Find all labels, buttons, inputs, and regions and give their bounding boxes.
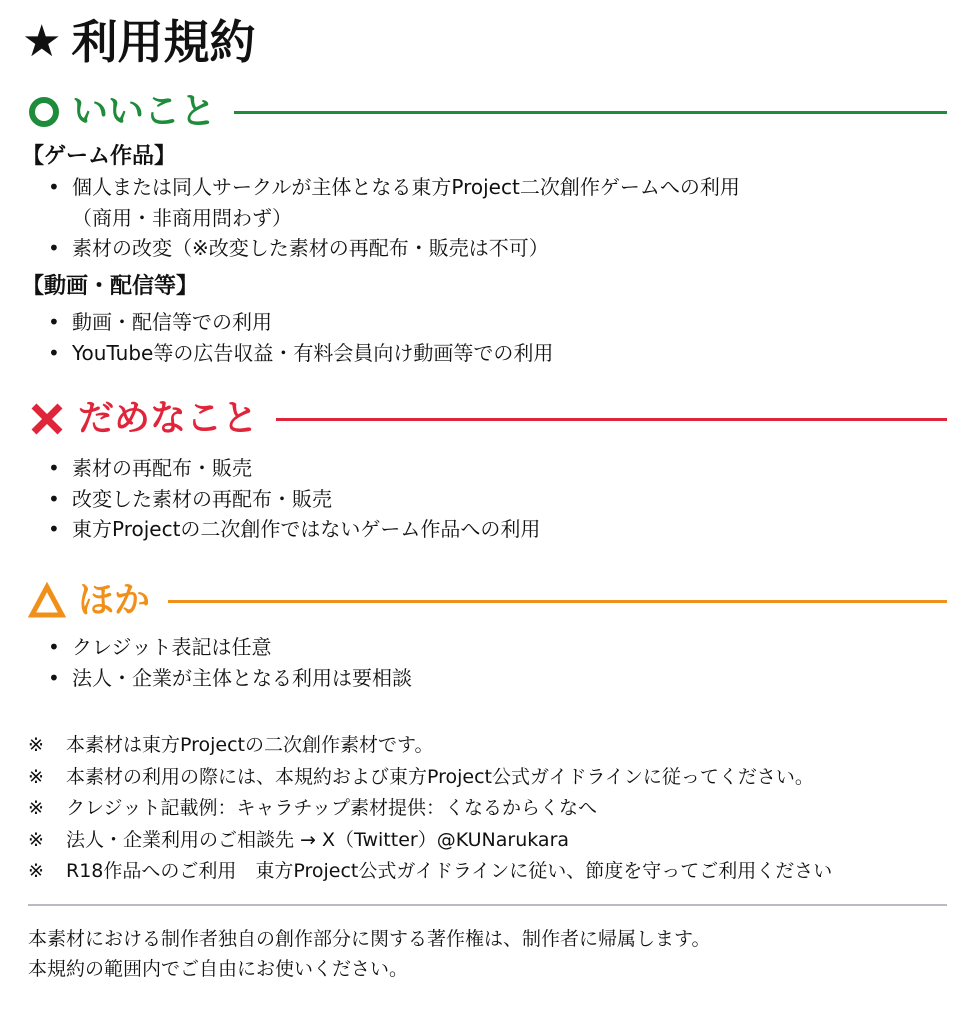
page-title — [22, 12, 255, 72]
game-works-heading: 【ゲーム作品】 — [22, 144, 177, 169]
note-text: クレジット記載例：キャラチップ素材提供：くなるからくなへ — [66, 797, 597, 819]
list-item — [48, 172, 740, 233]
divider — [28, 904, 947, 906]
note-item — [28, 825, 832, 857]
bullet-icon: • — [48, 175, 60, 199]
page-title-text: 利用規約 — [71, 15, 256, 69]
note-item — [28, 856, 832, 888]
list-item — [48, 484, 540, 515]
note-mark: ※ — [28, 734, 44, 756]
note-text: 法人・企業利用のご相談先 → X（Twitter）@KUNarukara — [66, 828, 570, 851]
note-text: R18作品へのご利用 東方Project公式ガイドラインに従い、節度を守ってご利用ください — [66, 860, 833, 882]
list-item-subtext: （商用・非商用問わず） — [72, 205, 292, 230]
bullet-icon: • — [48, 456, 60, 480]
triangle-icon — [28, 582, 66, 620]
list-item — [48, 453, 540, 484]
list-item — [48, 338, 553, 369]
good-section-title: いいこと — [72, 91, 217, 132]
list-item — [48, 632, 412, 663]
list-item-text: 東方Projectの二次創作ではないゲーム作品への利用 — [72, 517, 541, 541]
list-item-text: 素材の改変（※改変した素材の再配布・販売は不可） — [72, 236, 549, 260]
note-mark: ※ — [28, 765, 44, 788]
list-item-text: 法人・企業が主体となる利用は要相談 — [72, 665, 412, 690]
list-item-text: 動画・配信等での利用 — [72, 310, 272, 334]
note-item — [28, 730, 832, 762]
bullet-icon: • — [48, 517, 60, 541]
note-mark: ※ — [28, 860, 44, 882]
note-mark: ※ — [28, 797, 44, 819]
other-section-rule — [168, 600, 947, 603]
list-item-text: 個人または同人サークルが主体となる東方Project二次創作ゲームへの利用 — [72, 175, 740, 199]
footer-line: 本規約の範囲内でご自由にお使いください。 — [28, 958, 409, 980]
game-works-list — [48, 172, 740, 264]
note-text: 本素材の利用の際には、本規約および東方Project公式ガイドラインに従ってください。 — [66, 765, 814, 788]
other-section-title: ほか — [78, 580, 151, 621]
bad-section-header — [28, 397, 947, 441]
bullet-icon: • — [48, 236, 60, 260]
bullet-icon: • — [48, 310, 60, 334]
bullet-icon: • — [48, 635, 60, 659]
other-section-header — [28, 579, 947, 623]
bad-section-title: だめなこと — [78, 398, 259, 439]
bullet-icon: • — [48, 665, 60, 690]
note-item — [28, 762, 832, 794]
bullet-icon: • — [48, 486, 60, 511]
other-list — [48, 632, 412, 693]
notes-block — [28, 730, 832, 888]
video-streaming-list — [48, 307, 553, 368]
list-item — [48, 514, 540, 545]
list-item — [48, 663, 412, 694]
footer-copyright — [28, 924, 710, 984]
footer-line: 本素材における制作者独自の創作部分に関する著作権は、制作者に帰属します。 — [28, 928, 711, 950]
star-icon: ★ — [22, 16, 62, 67]
list-item-text: YouTube等の広告収益・有料会員向け動画等での利用 — [72, 340, 554, 365]
note-item — [28, 793, 832, 825]
good-section-rule — [234, 111, 947, 114]
bad-list — [48, 453, 540, 545]
good-section-header — [28, 90, 947, 134]
note-mark: ※ — [28, 828, 44, 851]
list-item — [48, 307, 553, 338]
list-item — [48, 233, 740, 264]
video-streaming-heading: 【動画・配信等】 — [22, 274, 199, 299]
list-item-text: 素材の再配布・販売 — [72, 456, 252, 480]
bad-section-rule — [276, 418, 947, 421]
list-item-text: クレジット表記は任意 — [72, 635, 272, 659]
bullet-icon: • — [48, 340, 60, 365]
list-item-text: 改変した素材の再配布・販売 — [72, 486, 332, 511]
cross-icon — [28, 400, 66, 438]
note-text: 本素材は東方Projectの二次創作素材です。 — [66, 734, 434, 756]
circle-icon — [28, 96, 60, 128]
